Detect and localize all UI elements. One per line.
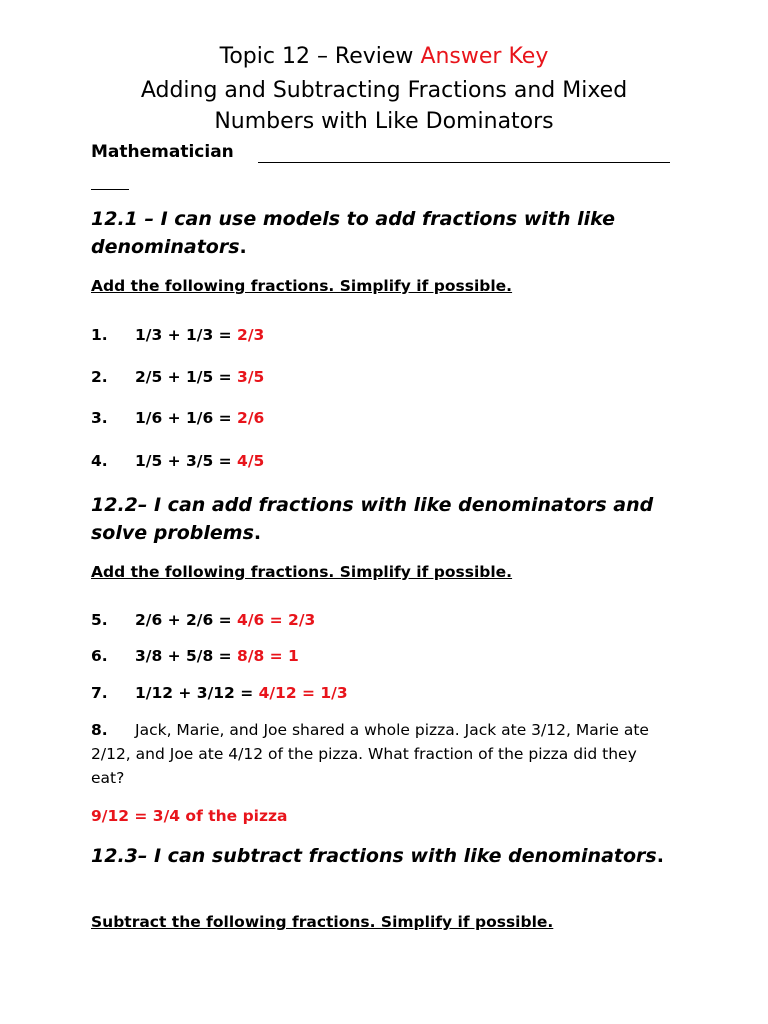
section-12-3-instruction: Subtract the following fractions. Simplify if possible.: [91, 913, 554, 931]
answer-key-label: Answer Key: [420, 44, 549, 69]
answer-5: 4/6 = 2/3: [237, 611, 316, 629]
problem-5: 5. 2/6 + 2/6 = 4/6 = 2/3: [91, 611, 316, 629]
subtitle-line-1: Adding and Subtracting Fractions and Mixed: [140, 78, 628, 103]
word-problem-8: 8. Jack, Marie, and Joe shared a whole pizza. Jack ate 3/12, Marie ate 2/12, and Joe ate 4/12 of the pizza. What fraction of the pizza did they eat?: [91, 721, 649, 787]
answer-3: 2/6: [237, 409, 265, 427]
section-12-3-heading: 12.3– I can subtract fractions with like denominators.: [91, 845, 664, 867]
problem-6: 6. 3/8 + 5/8 = 8/8 = 1: [91, 647, 299, 665]
section-12-1-instruction: Add the following fractions. Simplify if possible.: [91, 277, 513, 295]
section-12-1-heading: 12.1 – I can use models to add fractions with like denominators.: [91, 208, 615, 258]
title-prefix: Topic 12 – Review: [219, 44, 414, 69]
section-12-2-instruction: Add the following fractions. Simplify if possible.: [91, 563, 513, 581]
answer-1: 2/3: [237, 326, 265, 344]
subtitle-line-2: Numbers with Like Dominators: [214, 109, 554, 134]
problem-7: 7. 1/12 + 3/12 = 4/12 = 1/3: [91, 684, 348, 702]
page-title: [0, 44, 768, 69]
answer-7: 4/12 = 1/3: [258, 684, 348, 702]
problem-4: 4. 1/5 + 3/5 = 4/5: [91, 452, 265, 470]
answer-2: 3/5: [237, 368, 265, 386]
section-12-2-heading: 12.2– I can add fractions with like denominators and solve problems.: [91, 494, 654, 544]
name-blank-line-continued: [91, 189, 129, 190]
problem-3: 3. 1/6 + 1/6 = 2/6: [91, 409, 265, 427]
problem-1: 1. 1/3 + 1/3 = 2/3: [91, 326, 265, 344]
name-blank-line: [258, 162, 670, 163]
answer-4: 4/5: [237, 452, 265, 470]
answer-6: 8/8 = 1: [237, 647, 299, 665]
answer-8: 9/12 = 3/4 of the pizza: [91, 807, 288, 825]
name-label: Mathematician: [91, 142, 234, 162]
problem-2: 2. 2/5 + 1/5 = 3/5: [91, 368, 265, 386]
